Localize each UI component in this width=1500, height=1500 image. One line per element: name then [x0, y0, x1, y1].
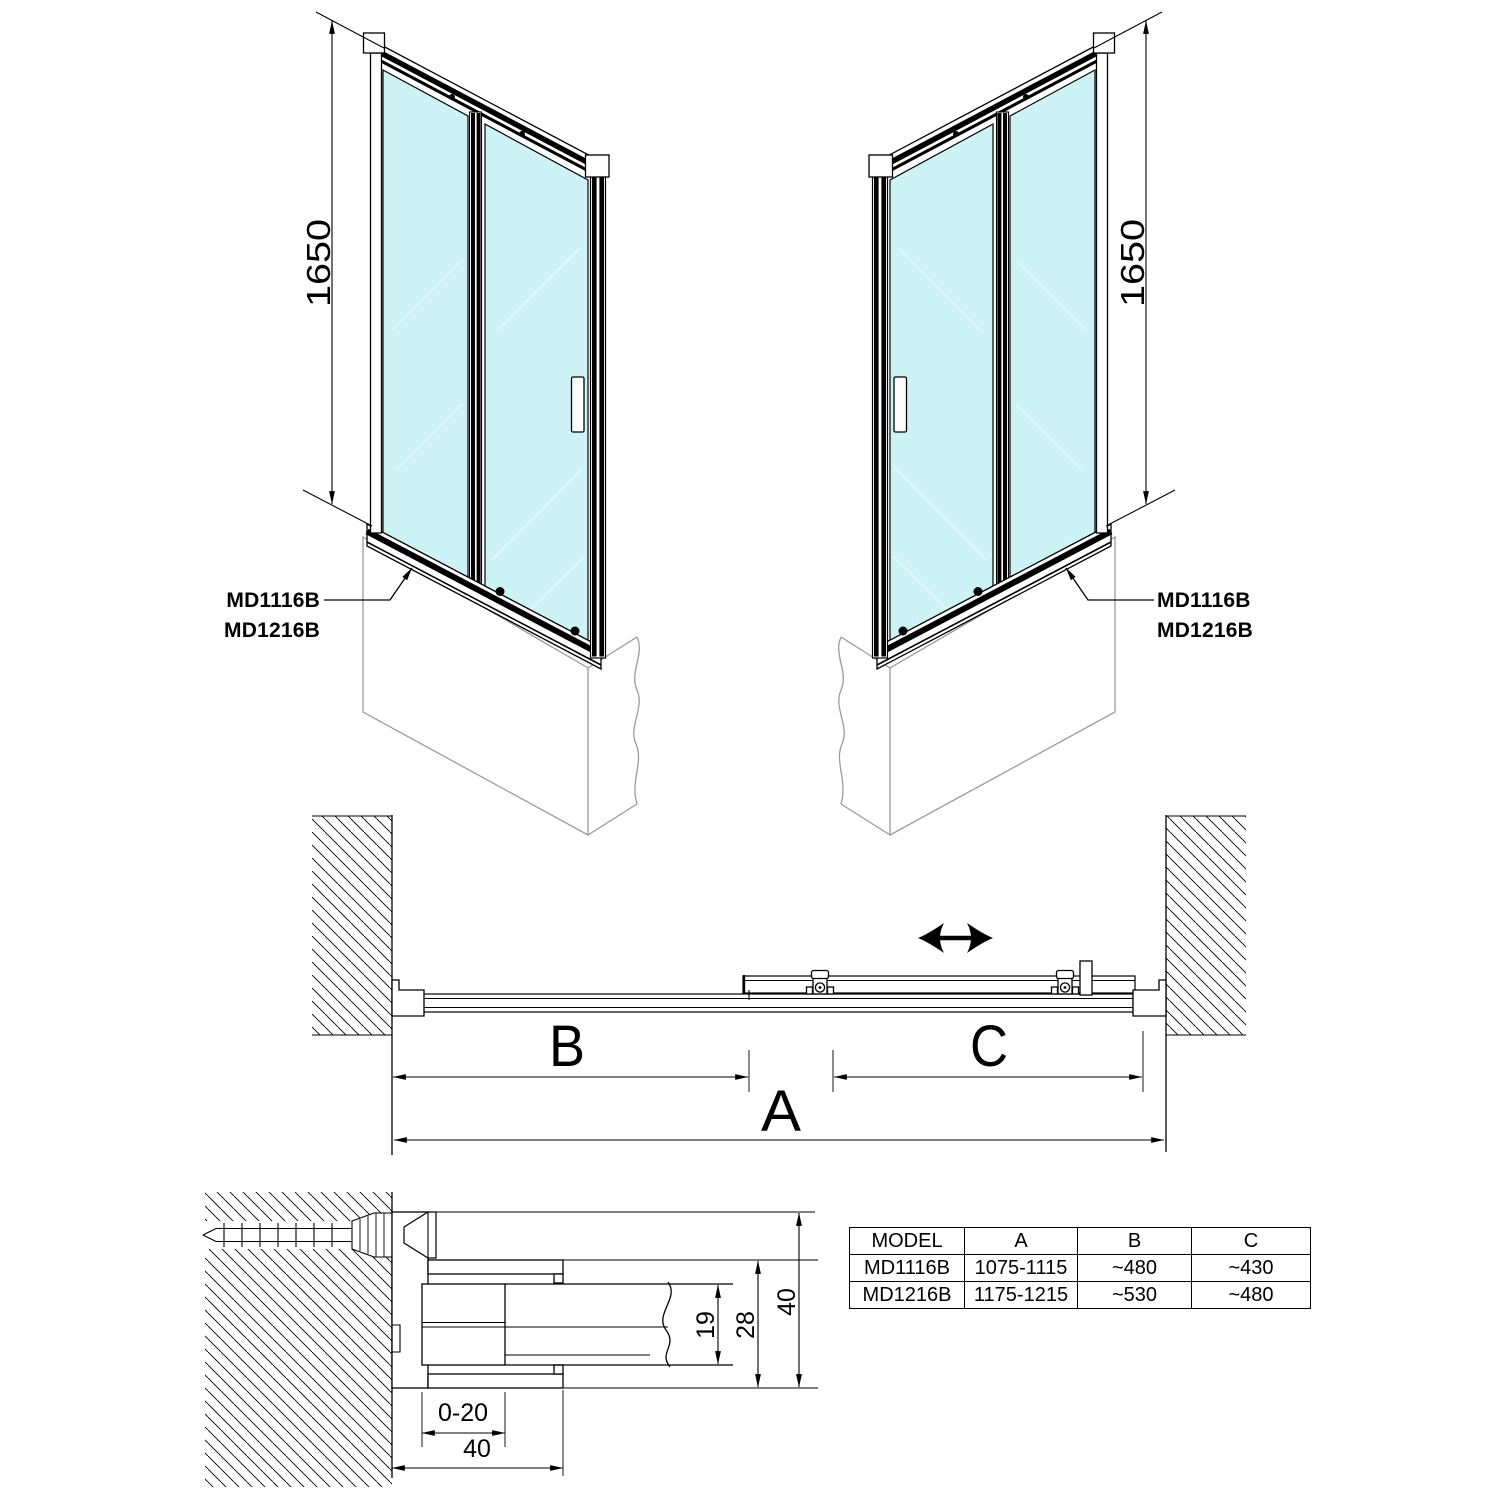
dim-A-label: A	[761, 1079, 802, 1144]
door-frame-and-glass-section	[422, 1282, 733, 1367]
wall-plug	[352, 1213, 392, 1257]
wall-bracket-right	[1133, 980, 1166, 1016]
dim-B-label: B	[549, 1014, 585, 1079]
wall-bracket-left	[392, 980, 424, 1016]
dim-40-total-label: 40	[773, 1288, 801, 1316]
door-stile-dark	[586, 155, 610, 658]
col-header-b: B	[1078, 1228, 1192, 1255]
dim-19-label: 19	[692, 1311, 720, 1339]
col-header-a: A	[965, 1228, 1078, 1255]
dim-1650-label: 1650	[300, 233, 337, 307]
model-labels-left	[190, 586, 320, 646]
model-labels-right	[1157, 586, 1287, 646]
tub-break-line	[634, 637, 640, 804]
dimension-total-40	[773, 1213, 801, 1387]
cell-a: 1175-1215	[965, 1282, 1078, 1309]
model-label: MD1216B	[224, 619, 320, 642]
model-label: MD1216B	[1157, 619, 1253, 642]
wall-hatch-left	[312, 815, 392, 1155]
cell-model: MD1216B	[850, 1282, 965, 1309]
spec-table-header-row	[850, 1228, 1311, 1255]
col-header-c: C	[1192, 1228, 1311, 1255]
door-stopper	[1080, 961, 1092, 995]
dim-C-label: C	[970, 1014, 1008, 1079]
glass-break-line	[663, 1282, 671, 1367]
dim-40-width-label: 40	[463, 1435, 491, 1463]
plan-view	[312, 815, 1246, 1155]
cell-b: ~530	[1078, 1282, 1192, 1309]
spec-table	[849, 1227, 1311, 1309]
front-view-right-door-assembly	[839, 33, 1115, 835]
col-header-model: MODEL	[850, 1228, 965, 1255]
model-label-leader-right	[1066, 568, 1154, 600]
model-label-leader-left	[324, 568, 412, 600]
centre-stile	[470, 112, 482, 598]
cell-c: ~480	[1192, 1282, 1311, 1309]
front-view-left-door-assembly	[363, 33, 639, 835]
dim-28-label: 28	[732, 1311, 760, 1339]
glass-panel-fixed	[383, 70, 468, 578]
cell-a: 1075-1115	[965, 1255, 1078, 1282]
dimension-B	[393, 1014, 749, 1092]
slide-direction-arrow-icon	[918, 923, 993, 953]
dimension-A	[394, 1079, 1164, 1144]
dimension-C	[833, 1014, 1143, 1092]
table-row	[850, 1282, 1311, 1309]
detail-view-wall-profile	[202, 1192, 818, 1487]
door-handle	[572, 377, 585, 432]
dimension-glass-19	[692, 1285, 720, 1364]
wall-profile	[364, 33, 385, 533]
dimension-depth-28	[732, 1261, 760, 1387]
model-label: MD1116B	[1157, 589, 1251, 612]
dim-0-20-label: 0-20	[437, 1399, 489, 1427]
dim-1650-label: 1650	[1114, 233, 1151, 307]
cell-c: ~430	[1192, 1255, 1311, 1282]
fixed-panel-section	[423, 994, 1133, 1012]
wall-hatch-right	[1166, 815, 1246, 1152]
table-row	[850, 1255, 1311, 1282]
cell-b: ~480	[1078, 1255, 1192, 1282]
model-label: MD1116B	[226, 589, 320, 612]
cell-model: MD1116B	[850, 1255, 965, 1282]
roller-carrier-right	[1052, 961, 1093, 995]
